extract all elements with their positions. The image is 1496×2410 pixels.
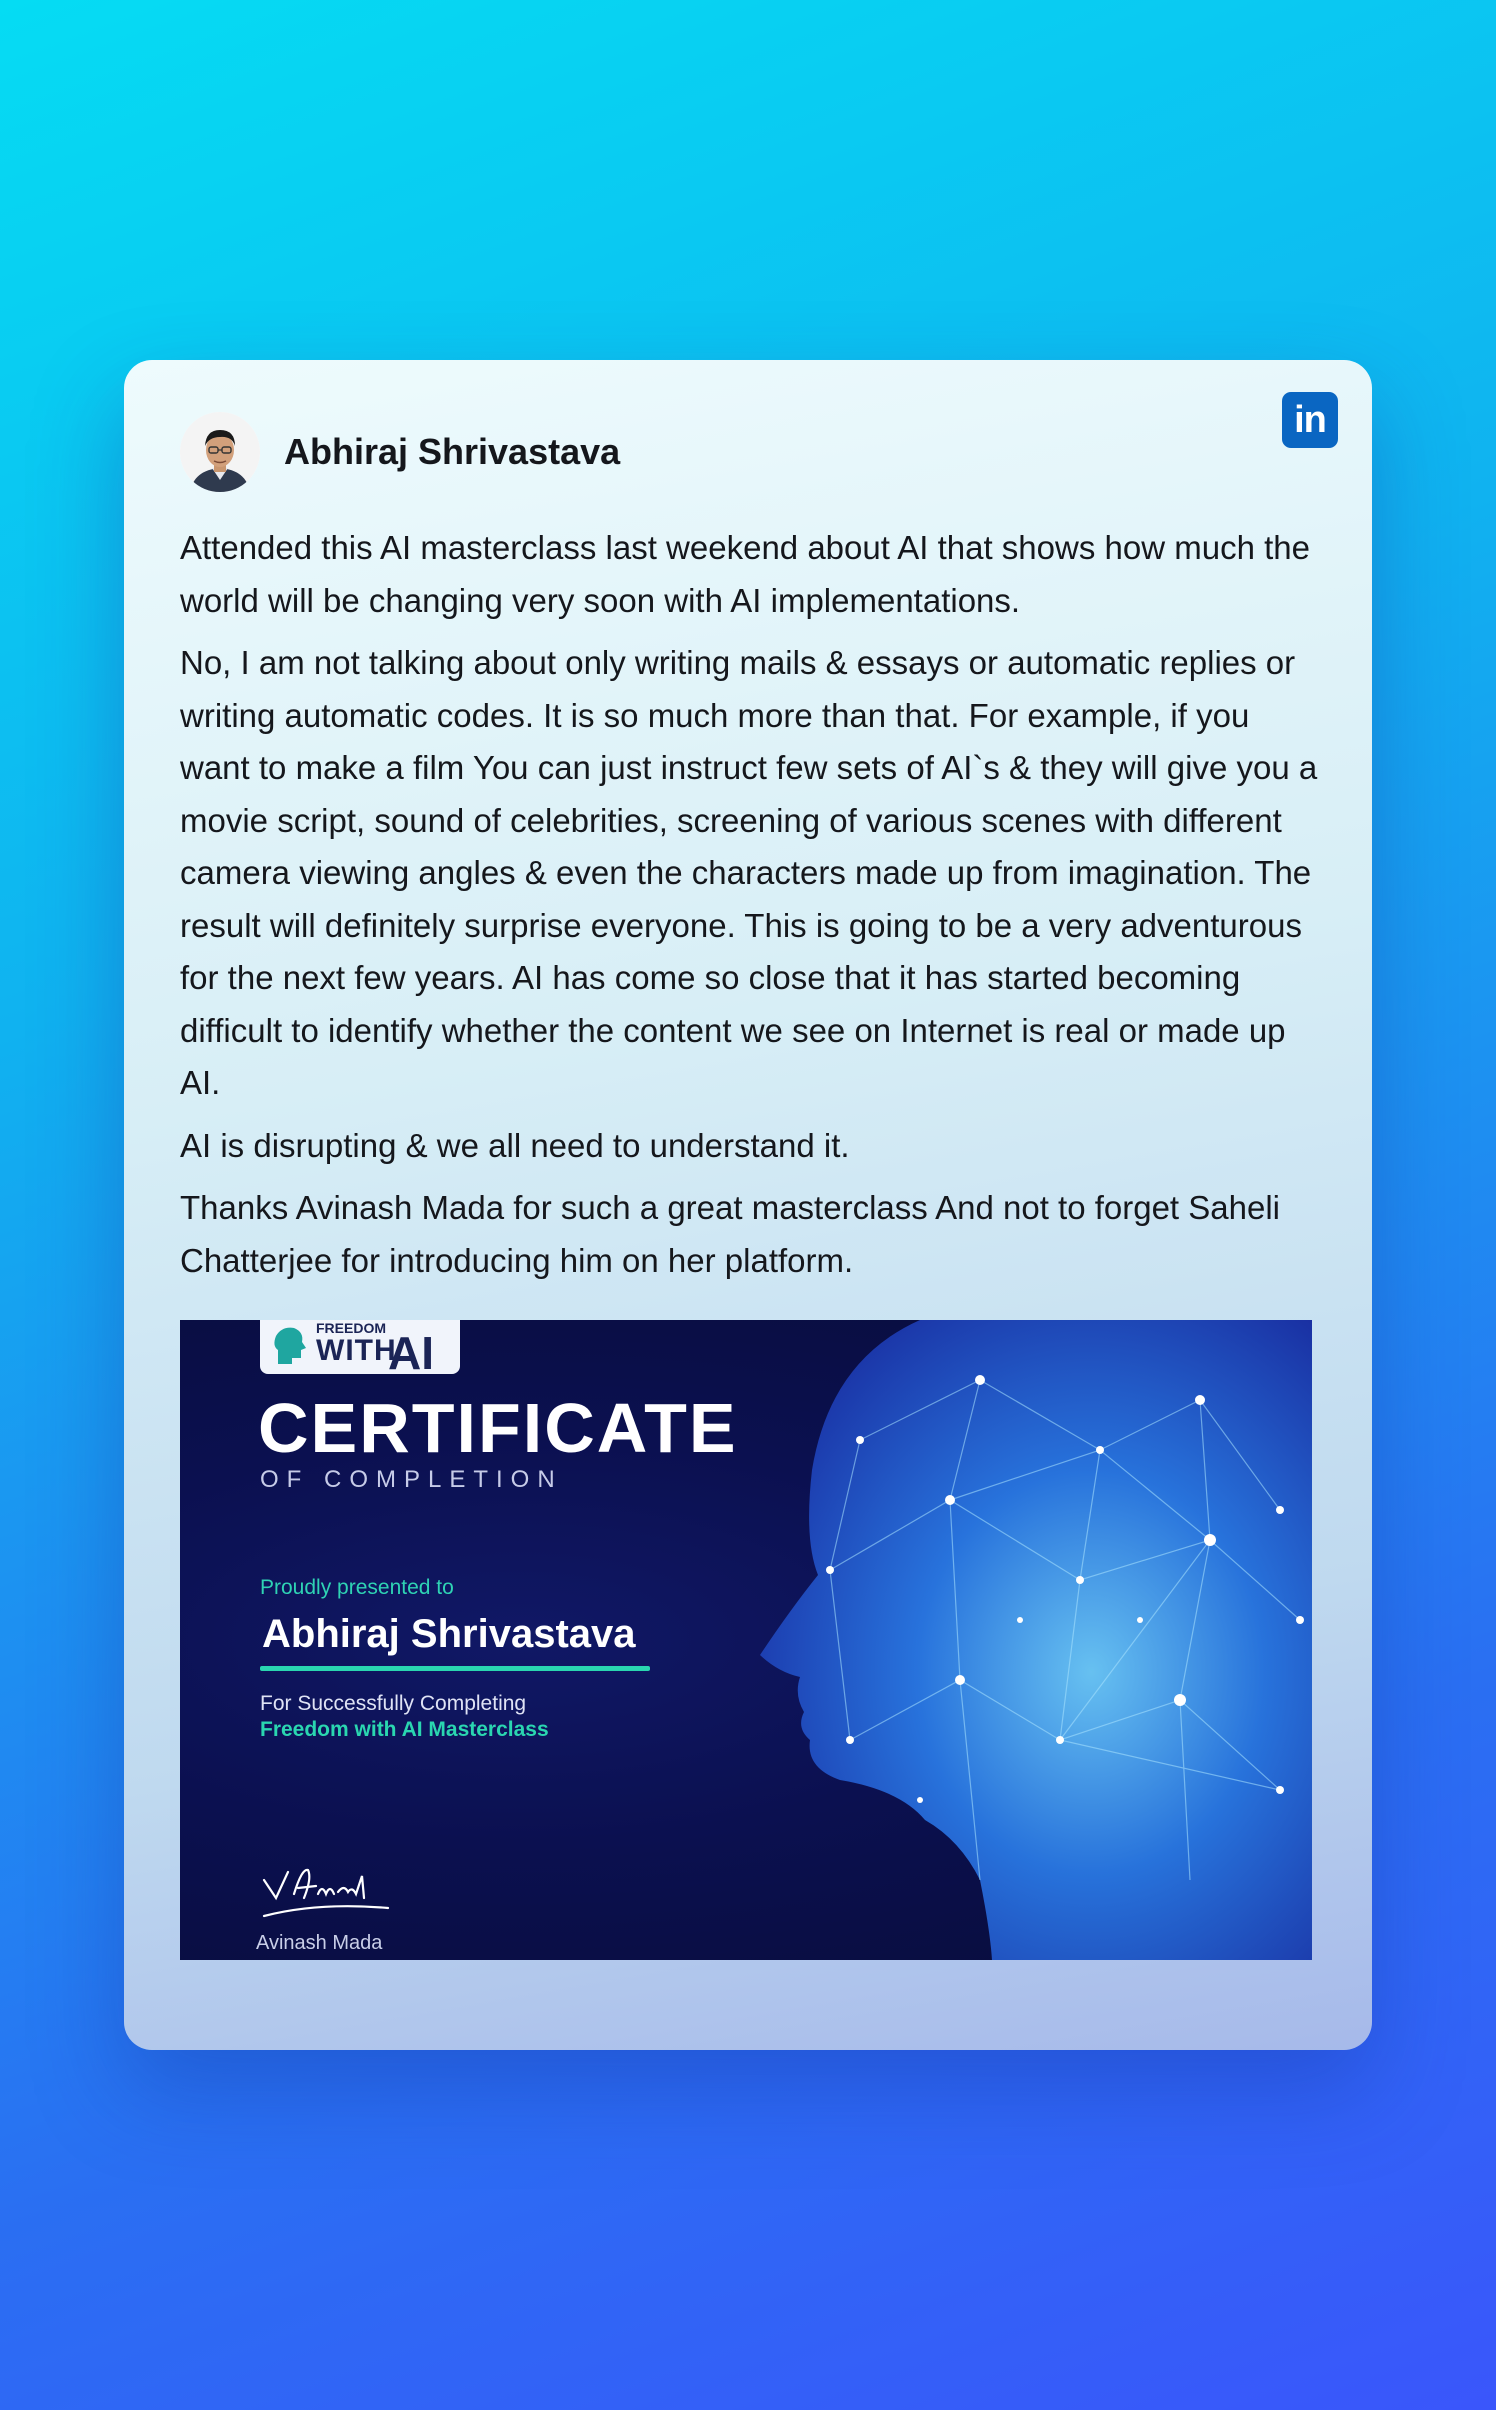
recipient-name: Abhiraj Shrivastava [262, 1612, 636, 1656]
post-paragraph: Attended this AI masterclass last weekend about AI that shows how much the world will be changing very soon with AI implementations. [180, 529, 1310, 619]
post-paragraph: AI is disrupting & we all need to understand it. [180, 1126, 850, 1164]
course-name: Freedom with AI Masterclass [260, 1718, 549, 1741]
avatar-photo [180, 412, 260, 492]
avatar[interactable] [180, 412, 260, 492]
linkedin-icon[interactable]: in [1282, 392, 1338, 448]
post-header [180, 412, 620, 492]
logo-ai-text: AI [388, 1327, 434, 1379]
post-body [180, 522, 1320, 1297]
author-name[interactable]: Abhiraj Shrivastava [284, 431, 621, 472]
name-underline [260, 1666, 650, 1671]
ai-head-illustration [760, 1320, 1312, 1960]
presented-to-label: Proudly presented to [260, 1576, 454, 1599]
post-paragraph: No, I am not talking about only writing mails & essays or automatic replies or writing automatic codes. It is so much more than that. For example, if you want to make a film You can just instruct few sets of AI`s & they will give you a movie script, sound of celebrities, screening of various scenes with different camera viewing angles & even the characters made up from imagination. The result will definitely surprise everyone. This is going to be a very adventurous for the next few years. AI has come so close that it has started becoming difficult to identify whether the content we see on Internet is real or made up AI. [180, 644, 1318, 1101]
certificate-image[interactable] [180, 1320, 1312, 1960]
certificate-subtitle: OF COMPLETION [260, 1466, 563, 1493]
certificate-title: CERTIFICATE [258, 1389, 738, 1467]
logo-head-icon [270, 1324, 310, 1368]
post-card [124, 360, 1372, 2050]
completion-label: For Successfully Completing [260, 1692, 527, 1715]
signature [258, 1858, 398, 1934]
post-paragraph: Thanks Avinash Mada for such a great masterclass And not to forget Saheli Chatterjee for introducing him on her platform. [180, 1189, 1281, 1279]
logo-freedom-text: FREEDOM [316, 1320, 386, 1336]
freedom-with-ai-logo [260, 1320, 460, 1379]
signer-name: Avinash Mada [256, 1932, 383, 1954]
logo-with-text: WITH [316, 1334, 397, 1367]
